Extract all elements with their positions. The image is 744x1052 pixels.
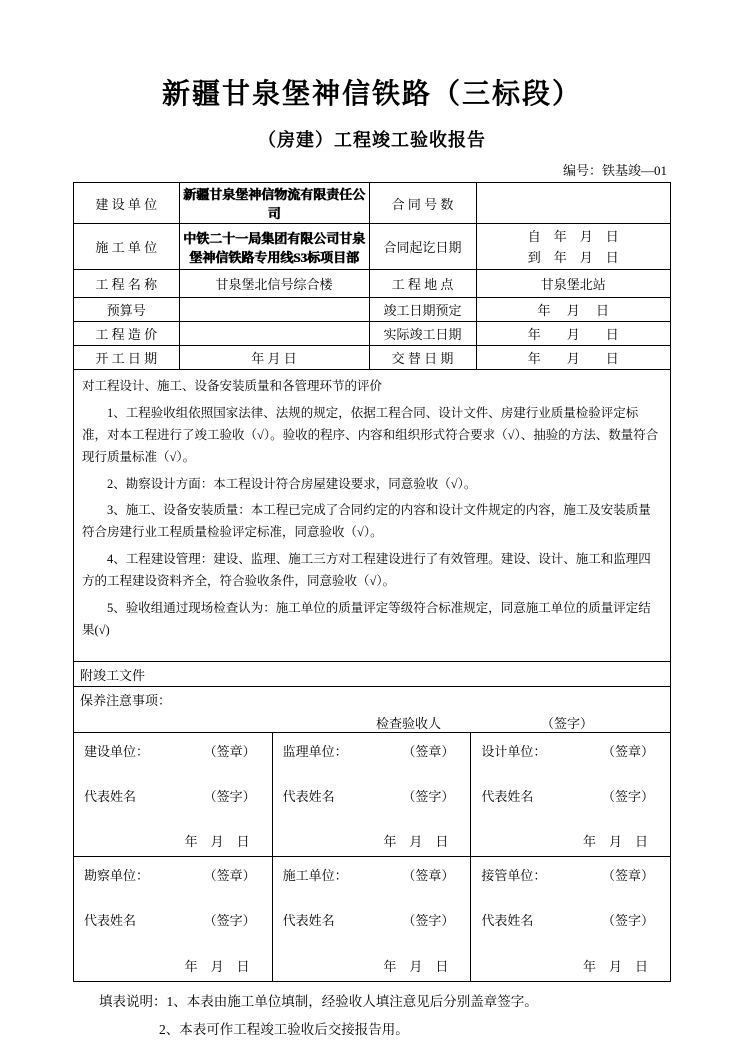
value-planned-completion-date: 年 月 日: [476, 298, 670, 322]
page-subtitle: （房建）工程竣工验收报告: [258, 130, 486, 150]
sig-sign-label: （签字）: [203, 913, 256, 929]
value-construction-unit: 新疆甘泉堡神信物流有限责任公司: [179, 183, 369, 224]
sig-sign-label: （签字）: [601, 913, 654, 929]
info-table: [74, 183, 670, 370]
evaluation-paragraph-4: 4、工程建设管理：建设、监理、施工三方对工程建设进行了有效管理。建设、设计、施工和监理四方的工程建设资料齐全，符合验收条件，同意验收（√）。: [82, 552, 651, 588]
care-notes-row: [74, 687, 670, 733]
sig-sign-label: （签字）: [402, 788, 455, 804]
sig-seal-label: （签章）: [402, 743, 455, 759]
sig-name-label: 代表姓名: [481, 788, 534, 804]
signature-cell-takeover-unit: [471, 857, 670, 981]
signature-cell-survey-unit: [74, 857, 273, 981]
row-construction-unit: [74, 183, 670, 224]
care-notes-label: 保养注意事项：: [80, 692, 172, 708]
doc-number: 编号：铁基竣—01: [562, 163, 667, 178]
sig-unit-label: 建设单位：: [84, 743, 150, 759]
sig-date-line: 年 月 日: [184, 833, 250, 849]
sig-name-label: 代表姓名: [481, 913, 534, 929]
sig-seal-label: （签章）: [203, 743, 256, 759]
sig-seal-label: （签章）: [601, 867, 654, 883]
sig-name-label: 代表姓名: [84, 788, 137, 804]
label-project-name: 工 程 名 称: [74, 270, 179, 298]
value-actual-completion-date: 年 月 日: [476, 322, 670, 346]
signature-cell-supervision-unit: [273, 733, 472, 857]
sig-seal-label: （签章）: [402, 867, 455, 883]
sig-name-line: [84, 910, 256, 929]
value-handover-date: 年 月 日: [476, 346, 670, 370]
sig-name-label: 代表姓名: [282, 913, 335, 929]
sig-date-line: 年 月 日: [582, 958, 648, 974]
sig-name-line: [481, 910, 654, 929]
sig-sign-label: （签字）: [601, 788, 654, 804]
sig-date-line: 年 月 日: [383, 833, 449, 849]
inspector-sign-label: （签字）: [541, 715, 594, 731]
sig-sign-label: （签字）: [402, 913, 455, 929]
sig-seal-label: （签章）: [203, 867, 256, 883]
value-project-location: 甘泉堡北站: [476, 270, 670, 298]
value-project-name: 甘泉堡北信号综合楼: [179, 270, 369, 298]
value-budget-number: [179, 298, 369, 322]
sig-unit-line: [283, 865, 455, 884]
contract-date-from: 自 年 月 日: [527, 228, 619, 244]
row-budget-number: [74, 298, 670, 322]
value-project-cost: [179, 322, 369, 346]
sig-unit-line: [481, 865, 654, 884]
value-contractor: 中铁二十一局集团有限公司甘泉堡神信铁路专用线S3标项目部: [179, 224, 369, 270]
sig-name-label: 代表姓名: [84, 913, 137, 929]
evaluation-paragraph-2: 2、勘察设计方面：本工程设计符合房屋建设要求，同意验收（√）。: [107, 476, 477, 491]
label-construction-unit: 建 设 单 位: [74, 183, 179, 224]
signature-grid: [74, 733, 670, 981]
sig-unit-label: 勘察单位：: [84, 867, 150, 883]
value-contract-number: [476, 183, 670, 224]
form-notes: [73, 990, 671, 1038]
evaluation-paragraph-5: 5、验收组通过现场检查认为：施工单位的质量评定等级符合标准规定，同意施工单位的质量评定结果(√): [82, 600, 651, 637]
sig-name-label: 代表姓名: [282, 788, 335, 804]
sig-unit-label: 接管单位：: [481, 867, 547, 883]
signature-cell-contractor-unit: [273, 857, 472, 981]
row-project-cost: [74, 322, 670, 346]
signature-cell-design-unit: [471, 733, 670, 857]
label-contract-number: 合 同 号 数: [369, 183, 476, 224]
label-handover-date: 交 替 日 期: [369, 346, 476, 370]
row-contractor: [74, 224, 670, 270]
sig-name-line: [84, 786, 256, 805]
sig-date-line: 年 月 日: [383, 958, 449, 974]
sig-unit-label: 监理单位：: [282, 743, 348, 759]
sig-date-line: 年 月 日: [582, 833, 648, 849]
contract-date-to: 到 年 月 日: [527, 249, 619, 265]
label-project-location: 工 程 地 点: [369, 270, 476, 298]
label-project-cost: 工 程 造 价: [74, 322, 179, 346]
sig-name-line: [481, 786, 654, 805]
label-budget-number: 预算号: [74, 298, 179, 322]
page-title: 新疆甘泉堡神信铁路（三标段）: [161, 79, 582, 110]
evaluation-paragraph-3: 3、施工、设备安装质量：本工程已完成了合同约定的内容和设计文件规定的内容，施工及安装质量符合房建行业工程质量检验评定标准，同意验收（√）。: [82, 503, 651, 540]
value-contract-dates: [476, 224, 670, 270]
evaluation-paragraph-1: 1、工程验收组依照国家法律、法规的规定，依据工程合同、设计文件、房建行业质量检验评定标准，对本工程进行了竣工验收（√）。验收的程序、内容和组织形式符合要求（√）、抽验的方法、数量符合现行质量标准（√）。: [82, 405, 659, 464]
form-note-1: 填表说明：1、本表由施工单位填制，经验收人填注意见后分别盖章签字。: [99, 993, 538, 1009]
sig-unit-line: [84, 741, 256, 760]
value-start-date: 年 月 日: [179, 346, 369, 370]
sig-unit-line: [481, 741, 654, 760]
form-note-2: 2、本表可作工程竣工验收后交接报告用。: [159, 1021, 409, 1037]
inspector-line: [80, 713, 664, 732]
label-planned-completion-date: 竣工日期预定: [369, 298, 476, 322]
label-contractor: 施 工 单 位: [74, 224, 179, 270]
sig-sign-label: （签字）: [203, 788, 256, 804]
report-table: [73, 182, 671, 982]
sig-name-line: [283, 910, 455, 929]
signature-cell-construction-unit: [74, 733, 273, 857]
label-contract-dates: 合同起讫日期: [369, 224, 476, 270]
label-actual-completion-date: 实际竣工日期: [369, 322, 476, 346]
row-start-date: [74, 346, 670, 370]
sig-unit-line: [84, 865, 256, 884]
row-project-name: [74, 270, 670, 298]
evaluation-section: [74, 370, 670, 662]
sig-date-line: 年 月 日: [184, 958, 250, 974]
sig-seal-label: （签章）: [601, 743, 654, 759]
sig-unit-label: 施工单位：: [282, 867, 348, 883]
inspector-label: 检查验收人: [376, 715, 442, 731]
sig-unit-label: 设计单位：: [481, 743, 547, 759]
attachment-row: 附竣工文件: [74, 662, 670, 687]
label-start-date: 开 工 日 期: [74, 346, 179, 370]
sig-unit-line: [283, 741, 455, 760]
evaluation-heading: 对工程设计、施工、设备安装质量和各管理环节的评价: [82, 379, 383, 393]
sig-name-line: [283, 786, 455, 805]
